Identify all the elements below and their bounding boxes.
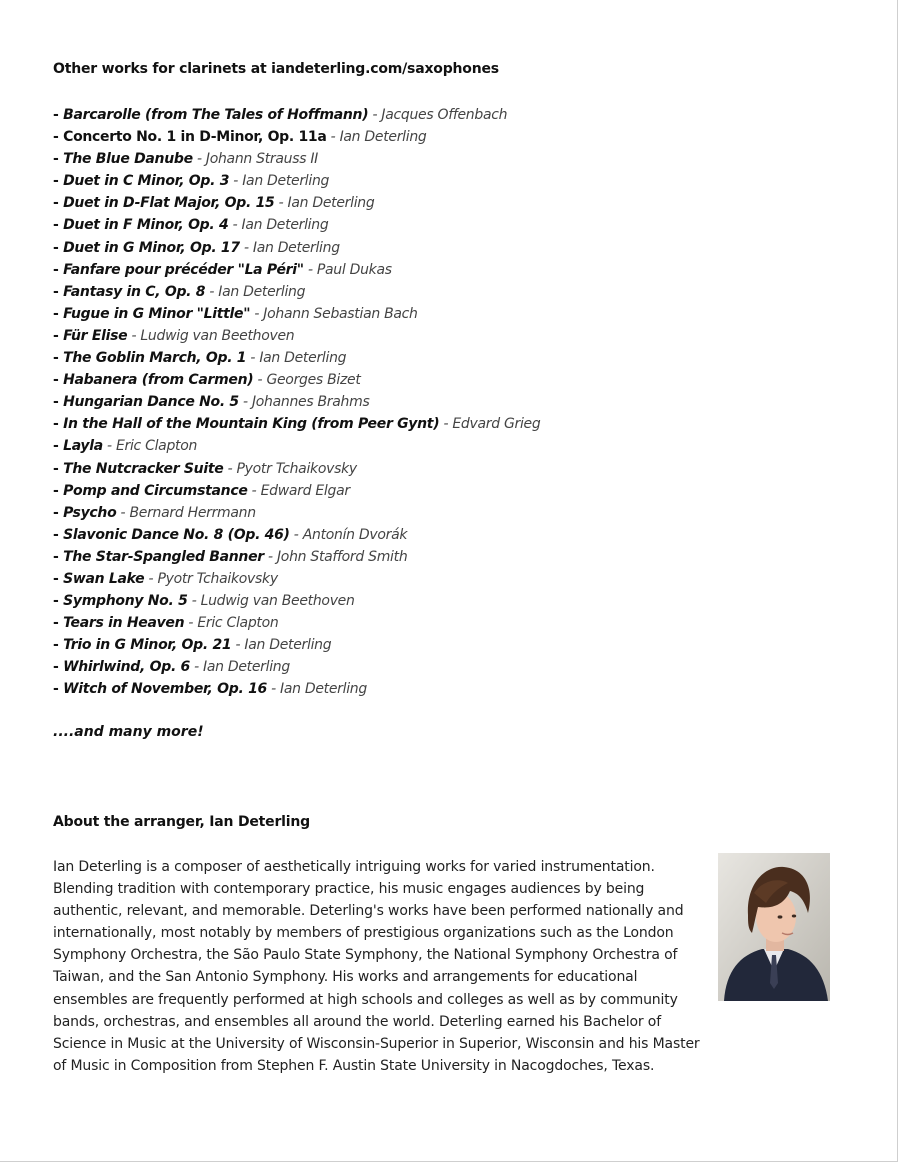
work-title: In the Hall of the Mountain King (from Peer Gynt) — [63, 416, 440, 433]
work-title: Psycho — [63, 504, 117, 521]
work-item — [53, 435, 540, 457]
work-title: Duet in C Minor, Op. 3 — [63, 173, 230, 190]
separator: - — [223, 460, 237, 477]
work-title: The Nutcracker Suite — [63, 460, 224, 477]
list-bullet: - — [53, 548, 64, 565]
separator: - — [192, 151, 206, 168]
list-bullet: - — [53, 659, 64, 676]
work-composer: Johann Sebastian Bach — [263, 305, 418, 322]
list-bullet: - — [53, 239, 64, 256]
work-item — [53, 546, 540, 568]
work-title: Für Elise — [63, 327, 128, 344]
work-item — [53, 502, 540, 524]
work-title: Hungarian Dance No. 5 — [63, 394, 239, 411]
work-title: The Star-Spangled Banner — [63, 548, 264, 565]
list-bullet: - — [53, 283, 64, 300]
list-bullet: - — [53, 394, 64, 411]
work-composer: Ian Deterling — [339, 129, 427, 146]
work-item — [53, 391, 540, 413]
work-title: Concerto No. 1 in D-Minor, Op. 11a — [63, 129, 327, 146]
list-bullet: - — [53, 372, 64, 389]
separator: - — [246, 350, 260, 367]
work-item — [53, 303, 540, 325]
work-item — [53, 656, 540, 678]
work-item — [53, 170, 540, 192]
work-item — [53, 590, 540, 612]
work-item — [53, 568, 540, 590]
separator: - — [189, 659, 204, 676]
separator: - — [263, 548, 277, 565]
work-title: Swan Lake — [63, 570, 145, 587]
separator: - — [102, 438, 116, 455]
list-bullet: - — [53, 504, 64, 521]
work-item — [53, 192, 540, 214]
work-composer: Eric Clapton — [197, 615, 279, 632]
work-composer: Ian Deterling — [252, 239, 340, 256]
work-item — [53, 369, 540, 391]
list-bullet: - — [53, 681, 64, 698]
work-title: Duet in D-Flat Major, Op. 15 — [63, 195, 275, 212]
work-title: Habanera (from Carmen) — [63, 372, 254, 389]
works-heading: Other works for clarinets at iandeterling.com/saxophones — [53, 61, 499, 77]
separator: - — [239, 239, 253, 256]
work-composer: Georges Bizet — [266, 372, 361, 389]
separator: - — [247, 482, 261, 499]
separator: - — [127, 327, 141, 344]
work-composer: Ian Deterling — [244, 637, 332, 654]
list-bullet: - — [53, 416, 64, 433]
work-composer: John Stafford Smith — [276, 548, 408, 565]
work-item — [53, 325, 540, 347]
separator: - — [274, 195, 288, 212]
portrait-image — [718, 853, 830, 1001]
work-composer: Pyotr Tchaikovsky — [236, 460, 357, 477]
list-bullet: - — [53, 526, 64, 543]
work-composer: Antonín Dvorák — [302, 526, 408, 543]
work-title: Layla — [63, 438, 103, 455]
work-title: Whirlwind, Op. 6 — [63, 659, 190, 676]
work-item — [53, 678, 540, 700]
list-bullet: - — [53, 460, 64, 477]
work-title: Duet in F Minor, Op. 4 — [63, 217, 229, 234]
work-item — [53, 237, 540, 259]
work-composer: Pyotr Tchaikovsky — [157, 570, 278, 587]
list-bullet: - — [53, 195, 64, 212]
list-bullet: - — [53, 615, 64, 632]
work-item — [53, 413, 540, 435]
separator: - — [326, 129, 340, 146]
work-title: Trio in G Minor, Op. 21 — [63, 637, 232, 654]
work-composer: Johann Strauss II — [205, 151, 318, 168]
work-item — [53, 148, 540, 170]
bio-paragraph: Ian Deterling is a composer of aesthetically intriguing works for varied instrumentation. Blending tradition with contemporary practice, his music engages audiences by being authentic, relevant, and memorable. Deterling's works have been performed nationally and internationally, most notably by members of prestigious organizations such as the London Symphony Orchestra, the São Paulo State Symphony, the National Symphony Orchestra of Taiwan, and the San Antonio Symphony. His works and arrangements for educational ensembles are frequently performed at high schools and colleges as well as by community bands, orchestras, and ensembles all around the world. Deterling earned his Bachelor of Science in Music at the University of Wisconsin-Superior in Superior, Wisconsin and his Master of Music in Composition from Stephen F. Austin State University in Nacogdoches, Texas. — [53, 859, 700, 1074]
work-composer: Ian Deterling — [203, 659, 290, 676]
work-composer: Edvard Grieg — [452, 416, 541, 433]
separator: - — [303, 261, 317, 278]
list-bullet: - — [53, 482, 64, 499]
separator: - — [266, 681, 281, 698]
work-item — [53, 281, 540, 303]
work-composer: Ludwig van Beethoven — [140, 327, 295, 344]
list-bullet: - — [53, 151, 64, 168]
work-title: Duet in G Minor, Op. 17 — [63, 239, 240, 256]
separator: - — [238, 394, 252, 411]
list-bullet: - — [53, 570, 64, 587]
separator: - — [250, 305, 264, 322]
work-composer: Ludwig van Beethoven — [200, 593, 355, 610]
separator: - — [228, 217, 242, 234]
separator: - — [253, 372, 267, 389]
list-bullet: - — [53, 327, 64, 344]
separator: - — [187, 593, 201, 610]
list-bullet: - — [53, 593, 64, 610]
work-item — [53, 259, 540, 281]
separator: - — [231, 637, 245, 654]
work-composer: Ian Deterling — [259, 350, 347, 367]
work-composer: Ian Deterling — [218, 283, 306, 300]
separator: - — [439, 416, 453, 433]
separator: - — [205, 283, 219, 300]
work-composer: Edward Elgar — [260, 482, 350, 499]
separator: - — [229, 173, 243, 190]
work-title: Witch of November, Op. 16 — [63, 681, 267, 698]
work-title: The Blue Danube — [63, 151, 193, 168]
list-bullet: - — [53, 305, 64, 322]
work-composer: Bernard Herrmann — [129, 504, 256, 521]
work-title: Fanfare pour précéder "La Péri" — [63, 261, 304, 278]
work-composer: Ian Deterling — [242, 173, 330, 190]
separator: - — [368, 107, 382, 123]
separator: - — [144, 570, 158, 587]
work-title: Slavonic Dance No. 8 (Op. 46) — [63, 526, 290, 543]
work-title: Pomp and Circumstance — [63, 482, 248, 499]
work-item — [53, 480, 540, 502]
about-heading: About the arranger, Ian Deterling — [53, 814, 310, 830]
list-bullet: - — [53, 217, 64, 234]
work-composer: Eric Clapton — [115, 438, 198, 455]
work-composer: Paul Dukas — [316, 261, 392, 278]
separator: - — [289, 526, 303, 543]
work-composer: Ian Deterling — [241, 217, 329, 234]
more-text: ....and many more! — [53, 724, 204, 740]
list-bullet: - — [53, 261, 64, 278]
work-item — [53, 347, 540, 369]
work-composer: Ian Deterling — [287, 195, 375, 212]
list-bullet: - — [53, 129, 64, 146]
work-item — [53, 634, 540, 656]
list-bullet: - — [53, 637, 64, 654]
work-item — [53, 524, 540, 546]
separator: - — [184, 615, 198, 632]
work-title: Fugue in G Minor "Little" — [63, 305, 251, 322]
separator: - — [116, 504, 130, 521]
work-item — [53, 458, 540, 480]
work-composer: Ian Deterling — [280, 681, 367, 698]
list-bullet: - — [53, 107, 64, 123]
work-composer: Jacques Offenbach — [381, 107, 508, 123]
work-title: Fantasy in C, Op. 8 — [63, 283, 206, 300]
work-title: Barcarolle (from The Tales of Hoffmann) — [63, 107, 369, 123]
work-title: The Goblin March, Op. 1 — [63, 350, 247, 367]
work-title: Tears in Heaven — [63, 615, 185, 632]
work-composer: Johannes Brahms — [251, 394, 370, 411]
works-list — [53, 104, 540, 701]
work-item — [53, 214, 540, 236]
work-item — [53, 612, 540, 634]
work-item — [53, 126, 540, 148]
work-item — [53, 104, 540, 126]
list-bullet: - — [53, 350, 64, 367]
arranger-portrait — [718, 853, 830, 1001]
list-bullet: - — [53, 173, 64, 190]
work-title: Symphony No. 5 — [63, 593, 188, 610]
list-bullet: - — [53, 438, 64, 455]
